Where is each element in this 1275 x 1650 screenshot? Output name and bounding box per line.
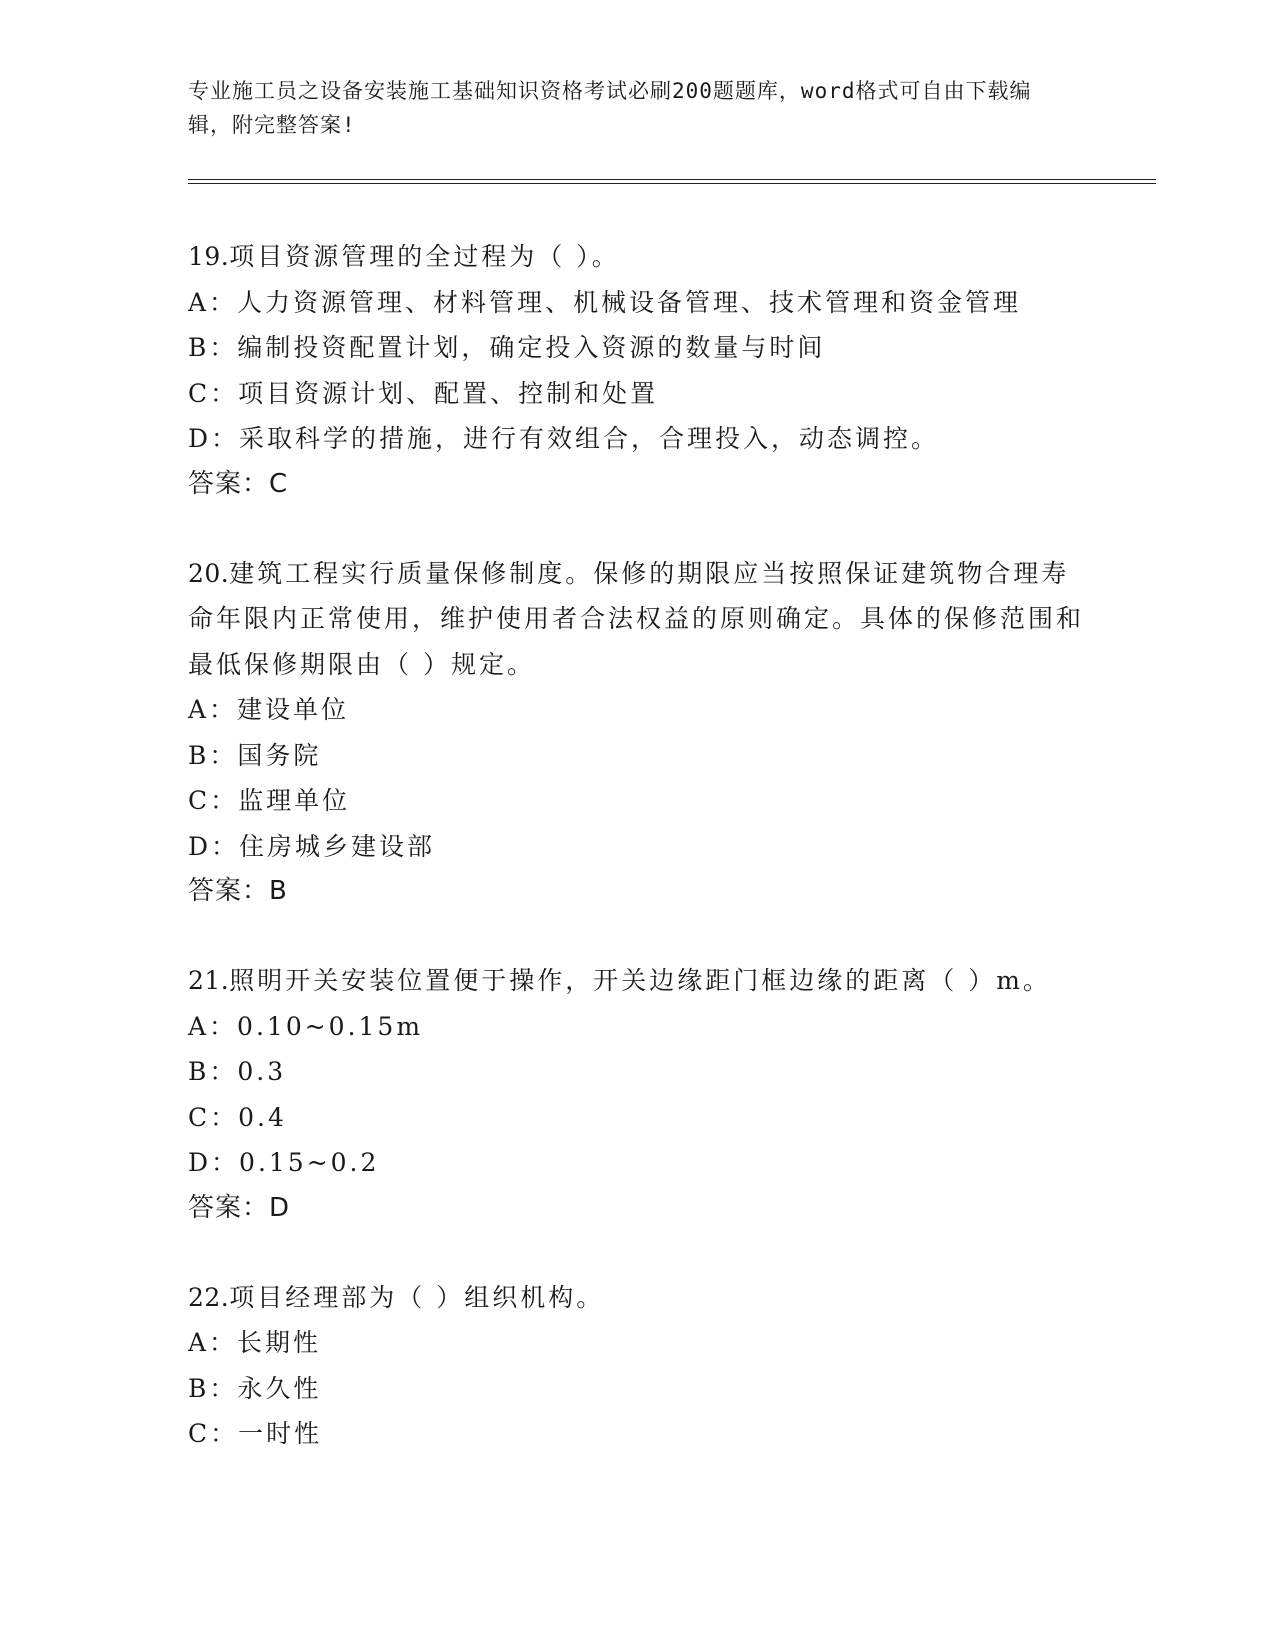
option-c: C：监理单位	[188, 786, 351, 815]
option-d: D：采取科学的措施，进行有效组合，合理投入，动态调控。	[188, 424, 940, 453]
question-number: 22.	[188, 1282, 230, 1312]
header-title: 专业施工员之设备安装施工基础知识资格考试必刷200题题库，word格式可自由下载编辑，附完整答案!	[188, 79, 1032, 137]
option-a: A：0.10~0.15m	[188, 1011, 424, 1041]
question-text: 照明开关安装位置便于操作，开关边缘距门框边缘的距离（ ）m。	[229, 966, 1051, 995]
question-stem	[188, 234, 1088, 280]
option-d: D：住房城乡建设部	[188, 831, 436, 861]
option-b: B：国务院	[188, 740, 322, 770]
question-text: 建筑工程实行质量保修制度。保修的期限应当按照保证建筑物合理寿命年限内正常使用，维护使用者合法权益的原则确定。具体的保修范围和最低保修期限由（ ）规定。	[188, 558, 1085, 679]
question-text: 项目经理部为（ ）组织机构。	[229, 1282, 605, 1312]
option-b: B：永久性	[188, 1373, 322, 1403]
question-stem	[188, 958, 1088, 1004]
option-b: B：编制投资配置计划，确定投入资源的数量与时间	[188, 333, 826, 362]
question-number: 20.	[188, 558, 230, 588]
question-19	[188, 234, 1088, 507]
question-number: 19.	[188, 242, 230, 271]
question-stem	[188, 551, 1088, 688]
question-number: 21.	[188, 966, 230, 995]
option-a: A：人力资源管理、材料管理、机械设备管理、技术管理和资金管理	[188, 287, 1022, 317]
option-d: D：0.15~0.2	[188, 1148, 380, 1177]
option-c: C：项目资源计划、配置、控制和处置	[188, 378, 659, 408]
question-stem	[188, 1275, 1088, 1321]
header-divider-bottom	[188, 183, 1156, 184]
option-b: B：0.3	[188, 1057, 287, 1086]
question-21	[188, 958, 1088, 1231]
question-20	[188, 551, 1088, 915]
question-text: 项目资源管理的全过程为（ ）。	[229, 242, 620, 271]
answer: 答案：C	[188, 468, 289, 499]
document-header	[188, 74, 1068, 142]
option-a: A：建设单位	[188, 695, 350, 724]
answer: 答案：D	[188, 1192, 291, 1223]
question-22	[188, 1275, 1088, 1457]
option-c: C：一时性	[188, 1419, 323, 1448]
answer: 答案：B	[188, 876, 288, 906]
question-list	[188, 234, 1088, 1501]
header-divider-top	[188, 179, 1156, 180]
option-a: A：长期性	[188, 1328, 322, 1357]
option-c: C：0.4	[188, 1102, 287, 1132]
